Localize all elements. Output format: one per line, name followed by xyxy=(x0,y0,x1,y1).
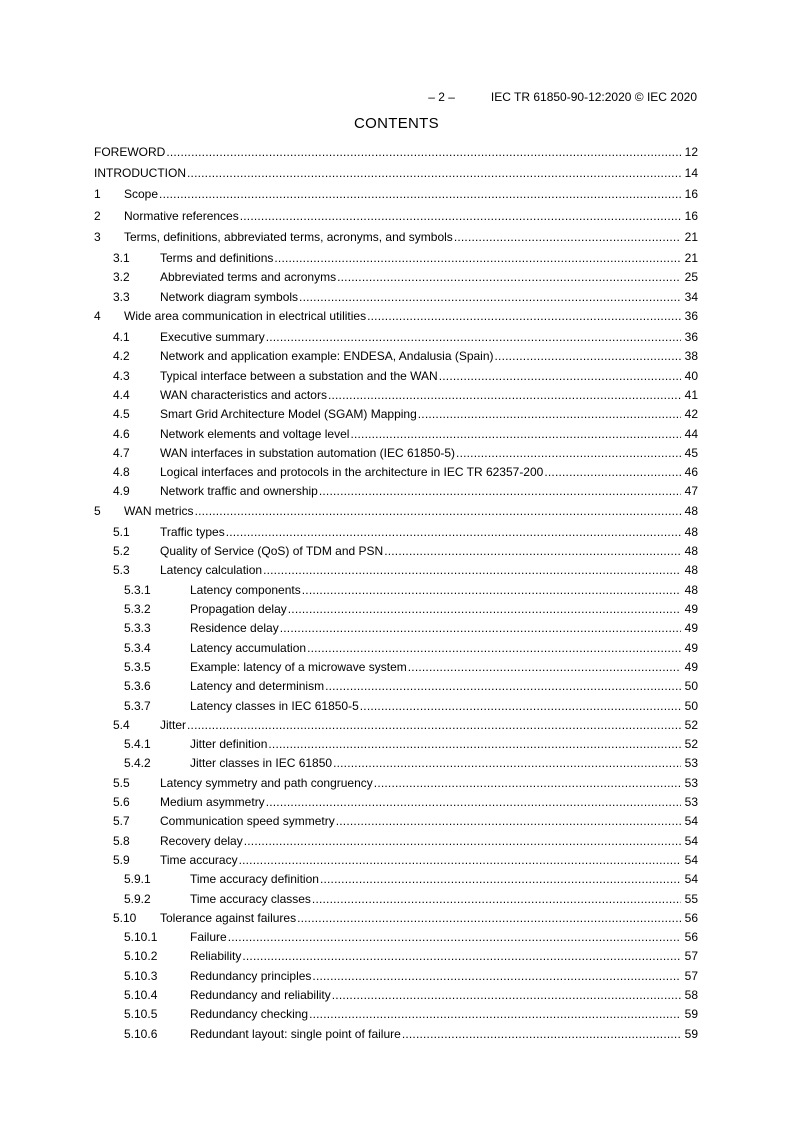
toc-page-number: 14 xyxy=(684,166,698,181)
toc-section-number: 5.8 xyxy=(113,833,130,848)
toc-leader-dots xyxy=(454,230,681,244)
page-number: – 2 – xyxy=(428,90,455,104)
toc-leader-dots xyxy=(408,660,681,674)
toc-section-number: 5.10.1 xyxy=(124,930,158,945)
toc-page-number: 56 xyxy=(684,910,698,925)
toc-label: Typical interface between a substation and the WAN xyxy=(160,368,438,383)
toc-entry[interactable] xyxy=(94,660,698,679)
toc-leader-dots xyxy=(226,525,681,539)
table-of-contents xyxy=(94,145,698,1046)
toc-section-number: 5.10.6 xyxy=(124,1026,158,1041)
toc-page-number: 53 xyxy=(684,795,698,810)
toc-entry[interactable] xyxy=(94,187,698,208)
toc-leader-dots xyxy=(244,834,681,848)
toc-label: WAN metrics xyxy=(124,503,194,518)
toc-leader-dots xyxy=(319,484,681,498)
toc-entry[interactable] xyxy=(94,427,698,446)
toc-leader-dots xyxy=(280,621,681,635)
toc-leader-dots xyxy=(302,583,681,597)
toc-section-number: 4.8 xyxy=(113,465,130,480)
toc-label: Executive summary xyxy=(160,330,265,345)
toc-entry[interactable] xyxy=(94,484,698,503)
toc-section-number: 3.1 xyxy=(113,250,130,265)
toc-page-number: 54 xyxy=(684,852,698,867)
toc-section-number: 2 xyxy=(94,208,101,223)
toc-leader-dots xyxy=(312,892,681,906)
toc-entry[interactable] xyxy=(94,407,698,426)
toc-leader-dots xyxy=(384,544,681,558)
toc-label: Time accuracy xyxy=(160,852,238,867)
toc-leader-dots xyxy=(242,949,681,963)
toc-page-number: 16 xyxy=(684,187,698,202)
toc-section-number: 5.10.4 xyxy=(124,988,158,1002)
toc-section-number: 5.3.3 xyxy=(124,621,151,636)
toc-label: WAN characteristics and actors xyxy=(160,387,327,402)
toc-label: Network elements and voltage level xyxy=(160,426,350,441)
toc-page-number: 44 xyxy=(684,426,698,441)
toc-entry[interactable] xyxy=(94,563,698,582)
toc-section-number: 4.3 xyxy=(113,368,130,383)
toc-label: Network diagram symbols xyxy=(160,289,299,304)
toc-entry[interactable] xyxy=(94,209,698,230)
toc-leader-dots xyxy=(337,270,681,284)
toc-page-number: 48 xyxy=(684,503,698,518)
toc-label: Smart Grid Architecture Model (SGAM) Mapping xyxy=(160,407,417,422)
toc-entry[interactable] xyxy=(94,330,698,349)
toc-label: Jitter classes in IEC 61850 xyxy=(190,756,333,771)
toc-page-number: 49 xyxy=(684,640,698,655)
toc-section-number: 5.2 xyxy=(113,544,130,559)
toc-page-number: 49 xyxy=(684,659,698,674)
toc-label: Residence delay xyxy=(190,621,279,636)
toc-entry[interactable] xyxy=(94,641,698,660)
toc-entry[interactable] xyxy=(94,1027,698,1046)
toc-label: Redundancy and reliability xyxy=(190,988,331,1002)
toc-page-number: 52 xyxy=(684,737,698,752)
toc-page-number: 25 xyxy=(684,270,698,285)
toc-leader-dots xyxy=(266,330,681,344)
toc-label: Jitter definition xyxy=(190,737,268,752)
toc-page-number: 36 xyxy=(684,308,698,323)
toc-page-number: 55 xyxy=(684,891,698,906)
toc-page-number: 56 xyxy=(684,930,698,945)
toc-page-number: 16 xyxy=(684,208,698,223)
toc-entry[interactable] xyxy=(94,270,698,289)
toc-entry[interactable] xyxy=(94,251,698,270)
toc-label: Failure xyxy=(190,930,227,945)
toc-leader-dots xyxy=(299,290,681,304)
toc-label: Latency and determinism xyxy=(190,679,325,694)
toc-entry[interactable] xyxy=(94,583,698,602)
toc-page-number: 34 xyxy=(684,289,698,304)
toc-page-number: 36 xyxy=(684,330,698,345)
toc-section-number: 3 xyxy=(94,229,101,244)
toc-entry[interactable] xyxy=(94,679,698,698)
toc-entry[interactable] xyxy=(94,525,698,544)
toc-label: Wide area communication in electrical utilities xyxy=(124,308,367,323)
toc-leader-dots xyxy=(418,407,681,421)
toc-page-number: 50 xyxy=(684,698,698,713)
toc-page-number: 57 xyxy=(684,968,698,983)
toc-entry[interactable] xyxy=(94,1007,698,1026)
toc-entry[interactable] xyxy=(94,834,698,853)
toc-section-number: 5.7 xyxy=(113,814,130,829)
toc-leader-dots xyxy=(320,872,681,886)
document-id: IEC TR 61850-90-12:2020 © IEC 2020 xyxy=(490,90,697,104)
toc-label: Terms and definitions xyxy=(160,250,274,265)
toc-leader-dots xyxy=(240,209,681,223)
toc-entry[interactable] xyxy=(94,166,698,187)
toc-entry[interactable] xyxy=(94,756,698,775)
toc-entry[interactable] xyxy=(94,388,698,407)
toc-label: Time accuracy definition xyxy=(190,872,319,887)
toc-leader-dots xyxy=(187,718,681,732)
toc-label: Reliability xyxy=(190,949,242,964)
toc-section-number: 5.10.3 xyxy=(124,968,158,983)
toc-leader-dots xyxy=(325,679,681,693)
toc-label: Abbreviated terms and acronyms xyxy=(160,270,337,285)
toc-section-number: 5.10 xyxy=(113,910,137,925)
toc-section-number: 5.10.2 xyxy=(124,949,158,964)
toc-page-number: 48 xyxy=(684,544,698,559)
toc-entry[interactable] xyxy=(94,969,698,988)
toc-entry[interactable] xyxy=(94,544,698,563)
toc-label: Medium asymmetry xyxy=(160,795,265,810)
toc-label: Latency components xyxy=(190,582,301,597)
toc-page-number: 12 xyxy=(684,145,698,159)
toc-entry[interactable] xyxy=(94,290,698,309)
toc-entry[interactable] xyxy=(94,349,698,368)
toc-label: Latency classes in IEC 61850-5 xyxy=(190,698,359,713)
toc-section-number: 4 xyxy=(94,308,101,323)
toc-leader-dots xyxy=(266,795,681,809)
toc-section-number: 5.9.1 xyxy=(124,872,151,887)
toc-section-number: 5.10.5 xyxy=(124,1007,158,1022)
toc-leader-dots xyxy=(268,737,681,751)
toc-entry[interactable] xyxy=(94,892,698,911)
toc-page-number: 38 xyxy=(684,349,698,364)
toc-section-number: 5.4.2 xyxy=(124,756,151,771)
toc-leader-dots xyxy=(187,166,681,180)
toc-section-number: 5.4 xyxy=(113,717,130,732)
toc-page-number: 40 xyxy=(684,368,698,383)
toc-label: Traffic types xyxy=(160,524,225,539)
toc-label: Time accuracy classes xyxy=(190,891,311,906)
toc-section-number: 5.1 xyxy=(113,524,130,539)
toc-leader-dots xyxy=(374,776,681,790)
toc-leader-dots xyxy=(297,911,681,925)
toc-entry[interactable] xyxy=(94,776,698,795)
toc-page-number: 47 xyxy=(684,484,698,499)
toc-page-number: 48 xyxy=(684,582,698,597)
page-header xyxy=(422,76,697,104)
toc-label: INTRODUCTION xyxy=(94,166,186,181)
toc-label: Scope xyxy=(124,187,159,202)
toc-leader-dots xyxy=(195,504,681,518)
toc-page-number: 46 xyxy=(684,465,698,480)
toc-entry[interactable] xyxy=(94,621,698,640)
toc-section-number: 3.2 xyxy=(113,270,130,285)
toc-section-number: 4.1 xyxy=(113,330,130,345)
toc-label: Network and application example: ENDESA, Andalusia (Spain) xyxy=(160,349,494,364)
toc-section-number: 5.3.4 xyxy=(124,640,151,655)
toc-section-number: 5.3.7 xyxy=(124,698,151,713)
toc-leader-dots xyxy=(328,388,681,402)
toc-entry[interactable] xyxy=(94,853,698,872)
toc-page-number: 54 xyxy=(684,872,698,887)
toc-leader-dots xyxy=(367,309,681,323)
toc-page-number: 59 xyxy=(684,1026,698,1041)
toc-section-number: 5.6 xyxy=(113,795,130,810)
toc-label: Redundant layout: single point of failure xyxy=(190,1026,401,1041)
toc-label: Latency accumulation xyxy=(190,640,307,655)
toc-leader-dots xyxy=(312,969,681,983)
toc-page-number: 58 xyxy=(684,988,698,1002)
toc-entry[interactable] xyxy=(94,602,698,621)
toc-label: Example: latency of a microwave system xyxy=(190,659,407,674)
toc-page-number: 48 xyxy=(684,563,698,578)
toc-entry[interactable] xyxy=(94,145,698,166)
toc-section-number: 5.3.5 xyxy=(124,659,151,674)
toc-label: Recovery delay xyxy=(160,833,243,848)
toc-page-number: 49 xyxy=(684,621,698,636)
toc-entry[interactable] xyxy=(94,930,698,949)
toc-entry[interactable] xyxy=(94,230,698,251)
toc-leader-dots xyxy=(544,465,681,479)
toc-leader-dots xyxy=(439,369,681,383)
toc-section-number: 4.5 xyxy=(113,407,130,422)
toc-label: Logical interfaces and protocols in the architecture in IEC TR 62357-200 xyxy=(160,465,544,480)
toc-section-number: 5.9.2 xyxy=(124,891,151,906)
toc-label: Normative references xyxy=(124,208,239,223)
toc-section-number: 4.2 xyxy=(113,349,130,364)
toc-label: Redundancy principles xyxy=(190,968,312,983)
toc-entry[interactable] xyxy=(94,446,698,465)
toc-entry[interactable] xyxy=(94,795,698,814)
toc-section-number: 5.3 xyxy=(113,563,130,578)
toc-page-number: 21 xyxy=(684,229,698,244)
toc-section-number: 4.4 xyxy=(113,387,130,402)
toc-label: Terms, definitions, abbreviated terms, acronyms, and symbols xyxy=(124,229,453,244)
toc-entry[interactable] xyxy=(94,369,698,388)
toc-page-number: 53 xyxy=(684,756,698,771)
toc-leader-dots xyxy=(239,853,681,867)
toc-entry[interactable] xyxy=(94,949,698,968)
toc-label: Quality of Service (QoS) of TDM and PSN xyxy=(160,544,384,559)
toc-page-number: 21 xyxy=(684,250,698,265)
toc-label: Jitter xyxy=(160,717,187,732)
toc-leader-dots xyxy=(360,699,681,713)
toc-leader-dots xyxy=(307,641,681,655)
toc-label: Tolerance against failures xyxy=(160,910,297,925)
toc-label: Latency calculation xyxy=(160,563,263,578)
toc-page-number: 52 xyxy=(684,717,698,732)
toc-leader-dots xyxy=(228,930,681,944)
toc-entry[interactable] xyxy=(94,309,698,330)
toc-entry[interactable] xyxy=(94,814,698,833)
toc-section-number: 5.3.6 xyxy=(124,679,151,694)
toc-label: Propagation delay xyxy=(190,602,287,617)
toc-section-number: 5.5 xyxy=(113,775,130,790)
toc-page-number: 48 xyxy=(684,524,698,539)
toc-section-number: 5.9 xyxy=(113,852,130,867)
toc-entry[interactable] xyxy=(94,737,698,756)
toc-entry[interactable] xyxy=(94,699,698,718)
toc-leader-dots xyxy=(288,602,681,616)
toc-label: Redundancy checking xyxy=(190,1007,309,1022)
toc-page-number: 54 xyxy=(684,814,698,829)
toc-entry[interactable] xyxy=(94,872,698,891)
toc-leader-dots xyxy=(263,563,681,577)
toc-leader-dots xyxy=(159,187,681,201)
toc-leader-dots xyxy=(333,756,681,770)
toc-section-number: 4.9 xyxy=(113,484,130,499)
toc-section-number: 5.3.2 xyxy=(124,602,151,617)
toc-page-number: 49 xyxy=(684,602,698,617)
toc-label: Latency symmetry and path congruency xyxy=(160,775,373,790)
toc-section-number: 5.3.1 xyxy=(124,582,151,597)
toc-leader-dots xyxy=(456,446,681,460)
toc-entry[interactable] xyxy=(94,718,698,737)
page-title: CONTENTS xyxy=(354,115,439,132)
toc-leader-dots xyxy=(402,1027,681,1041)
toc-page-number: 57 xyxy=(684,949,698,964)
toc-page-number: 50 xyxy=(684,679,698,694)
toc-entry[interactable] xyxy=(94,465,698,484)
toc-leader-dots xyxy=(350,427,681,441)
toc-page-number: 59 xyxy=(684,1007,698,1022)
toc-leader-dots xyxy=(332,988,681,1002)
toc-section-number: 4.6 xyxy=(113,426,130,441)
toc-leader-dots xyxy=(274,251,681,265)
toc-label: Network traffic and ownership xyxy=(160,484,318,499)
toc-leader-dots xyxy=(166,145,681,159)
toc-entry[interactable] xyxy=(94,911,698,930)
toc-section-number: 5.4.1 xyxy=(124,737,151,752)
toc-leader-dots xyxy=(336,814,681,828)
toc-page-number: 54 xyxy=(684,833,698,848)
toc-label: WAN interfaces in substation automation (IEC 61850-5) xyxy=(160,445,456,460)
toc-label: Communication speed symmetry xyxy=(160,814,335,829)
toc-entry[interactable] xyxy=(94,504,698,525)
toc-page-number: 53 xyxy=(684,775,698,790)
toc-label: FOREWORD xyxy=(94,145,166,159)
toc-section-number: 1 xyxy=(94,187,101,202)
toc-page-number: 42 xyxy=(684,407,698,422)
toc-leader-dots xyxy=(495,349,681,363)
toc-page-number: 45 xyxy=(684,445,698,460)
toc-page-number: 41 xyxy=(684,387,698,402)
toc-section-number: 5 xyxy=(94,503,101,518)
toc-section-number: 4.7 xyxy=(113,445,130,460)
toc-leader-dots xyxy=(309,1007,681,1021)
toc-section-number: 3.3 xyxy=(113,289,130,304)
toc-entry[interactable] xyxy=(94,988,698,1007)
